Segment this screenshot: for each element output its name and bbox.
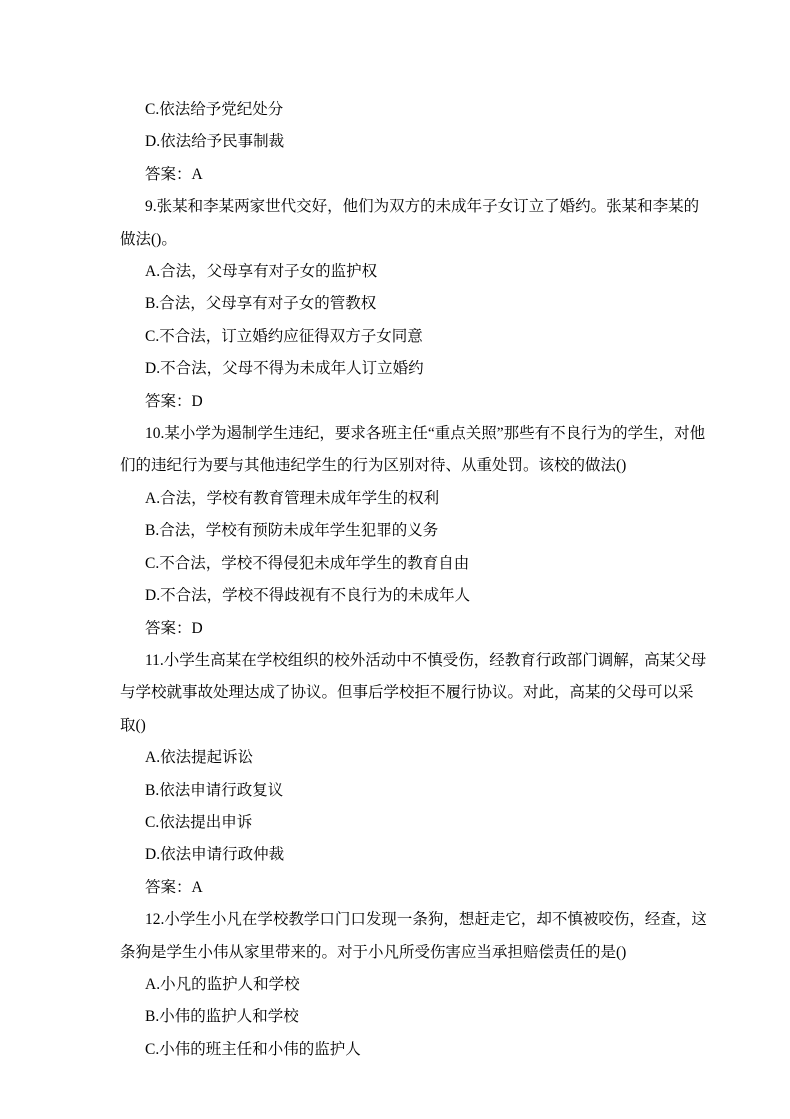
- answer-line: 答案：D: [145, 619, 203, 637]
- answer-line: 答案：A: [145, 878, 203, 896]
- answer-line: 答案：A: [145, 165, 203, 183]
- option-line: B.合法，学校有预防未成年学生犯罪的义务: [145, 522, 439, 540]
- option-line: B.依法申请行政复议: [145, 781, 284, 799]
- option-line: D.不合法，父母不得为未成年人订立婚约: [145, 360, 424, 378]
- option-line: A.合法，父母享有对子女的监护权: [145, 263, 378, 281]
- exam-text-block: [120, 94, 708, 1066]
- option-line: D.依法给予民事制裁: [145, 133, 285, 151]
- question-stem: 11.小学生高某在学校组织的校外活动中不慎受伤，经教育行政部门调解，高某父母与学校就事故处理达成了协议。但事后学校拒不履行协议。对此，高某的父母可以采取(): [120, 651, 707, 734]
- option-line: C.依法给予党纪处分: [145, 101, 284, 118]
- option-line: B.小伟的监护人和学校: [145, 1008, 299, 1026]
- option-line: C.不合法，订立婚约应征得双方子女同意: [145, 327, 423, 345]
- option-line: C.不合法，学校不得侵犯未成年学生的教育自由: [145, 554, 470, 572]
- option-line: C.依法提出申诉: [145, 813, 253, 831]
- option-line: A.依法提起诉讼: [145, 749, 254, 767]
- answer-line: 答案：D: [145, 392, 203, 410]
- option-line: A.合法，学校有教育管理未成年学生的权利: [145, 489, 440, 507]
- option-line: D.依法申请行政仲裁: [145, 846, 285, 864]
- question-stem: 12.小学生小凡在学校教学口门口发现一条狗，想赶走它，却不慎被咬伤，经查，这条狗是学生小伟从家里带来的。对于小凡所受伤害应当承担赔偿责任的是(): [120, 911, 707, 961]
- question-stem: 10.某小学为遏制学生违纪，要求各班主任“重点关照”那些有不良行为的学生，对他们的违纪行为要与其他违纪学生的行为区别对待、从重处罚。该校的做法(): [120, 425, 706, 475]
- option-line: B.合法，父母享有对子女的管教权: [145, 295, 377, 313]
- option-line: C.小伟的班主任和小伟的监护人: [145, 1040, 361, 1058]
- option-line: A.小凡的监护人和学校: [145, 975, 300, 993]
- option-line: D.不合法，学校不得歧视有不良行为的未成年人: [145, 587, 471, 605]
- question-stem: 9.张某和李某两家世代交好，他们为双方的未成年子女订立了婚约。张某和李某的做法()。: [120, 198, 700, 248]
